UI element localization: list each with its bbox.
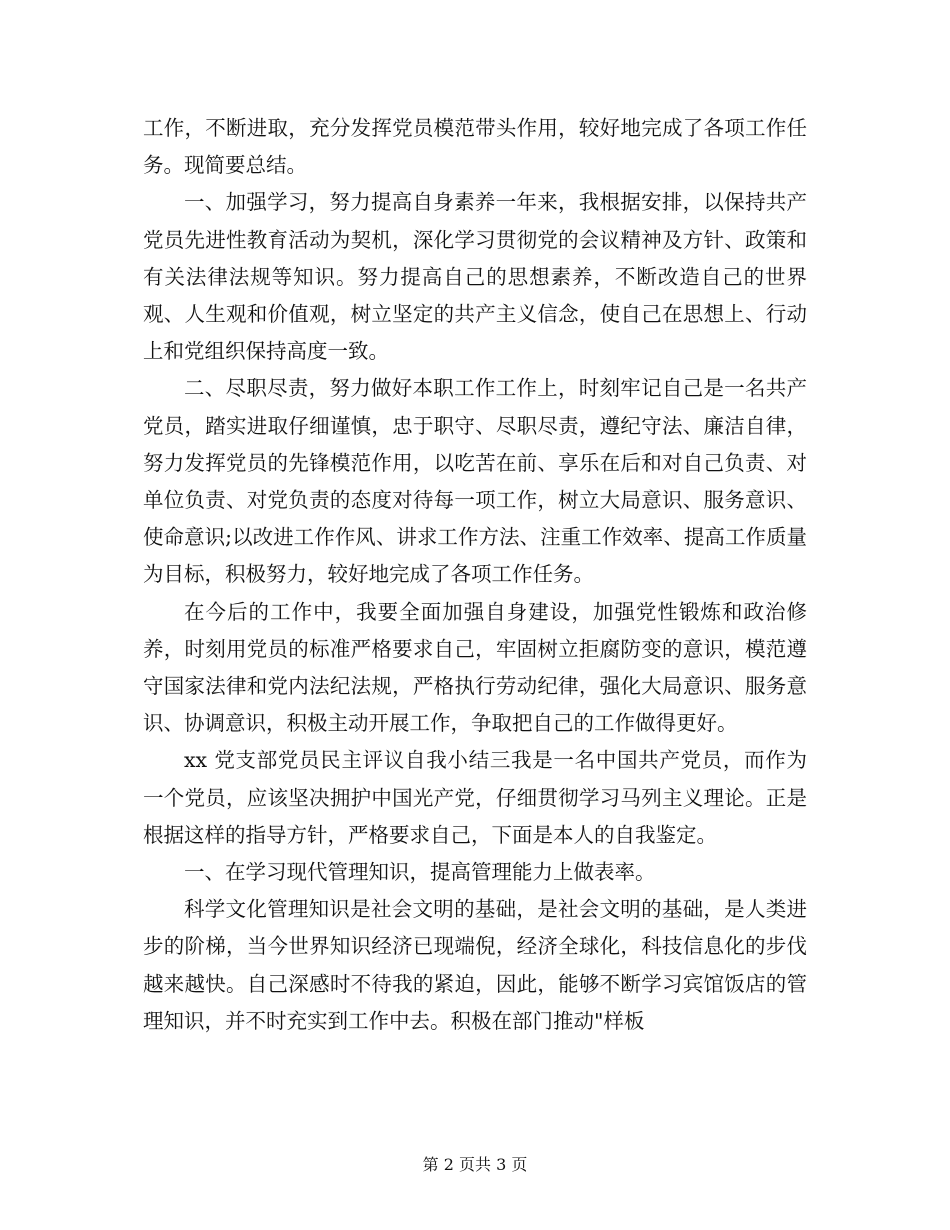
paragraph-5: xx 党支部党员民主评议自我小结三我是一名中国共产党员，而作为一个党员，应该坚决拥护中国光产党，仔细贯彻学习马列主义理论。正是根据这样的指导方针，严格要求自己，下面是本人的自我鉴定。: [143, 748, 807, 847]
document-body: [143, 110, 807, 1040]
paragraph-6: 一、在学习现代管理知识，提高管理能力上做表率。: [184, 860, 656, 885]
paragraph-7: 科学文化管理知识是社会文明的基础，是社会文明的基础，是人类进步的阶梯，当今世界知识经济已现端倪，经济全球化，科技信息化的步伐越来越快。自己深感时不待我的紧迫，因此，能够不断学习宾馆饭店的管理知识，并不时充实到工作中去。积极在部门推动"样板: [143, 897, 807, 1033]
page-footer: 第 2 页共 3 页: [422, 1155, 528, 1174]
paragraph-2: 一、加强学习，努力提高自身素养一年来，我根据安排，以保持共产党员先进性教育活动为契机，深化学习贯彻党的会议精神及方针、政策和有关法律法规等知识。努力提高自己的思想素养，不断改造自己的世界观、人生观和价值观，树立坚定的共产主义信念，使自己在思想上、行动上和党组织保持高度一致。: [143, 190, 807, 364]
paragraph-3: 二、尽职尽责，努力做好本职工作工作上，时刻牢记自己是一名共产党员，踏实进取仔细谨慎，忠于职守、尽职尽责，遵纪守法、廉洁自律，努力发挥党员的先锋模范作用，以吃苦在前、享乐在后和对自己负责、对单位负责、对党负责的态度对待每一项工作，树立大局意识、服务意识、使命意识;以改进工作作风、讲求工作方法、注重工作效率、提高工作质量为目标，积极努力，较好地完成了各项工作任务。: [143, 376, 807, 587]
paragraph-1: 工作，不断进取，充分发挥党员模范带头作用，较好地完成了各项工作任务。现简要总结。: [143, 116, 807, 178]
paragraph-4: 在今后的工作中，我要全面加强自身建设，加强党性锻炼和政治修养，时刻用党员的标准严格要求自己，牢固树立拒腐防变的意识，模范遵守国家法律和党内法纪法规，严格执行劳动纪律，强化大局意识、服务意识、协调意识，积极主动开展工作，争取把自己的工作做得更好。: [143, 599, 807, 736]
